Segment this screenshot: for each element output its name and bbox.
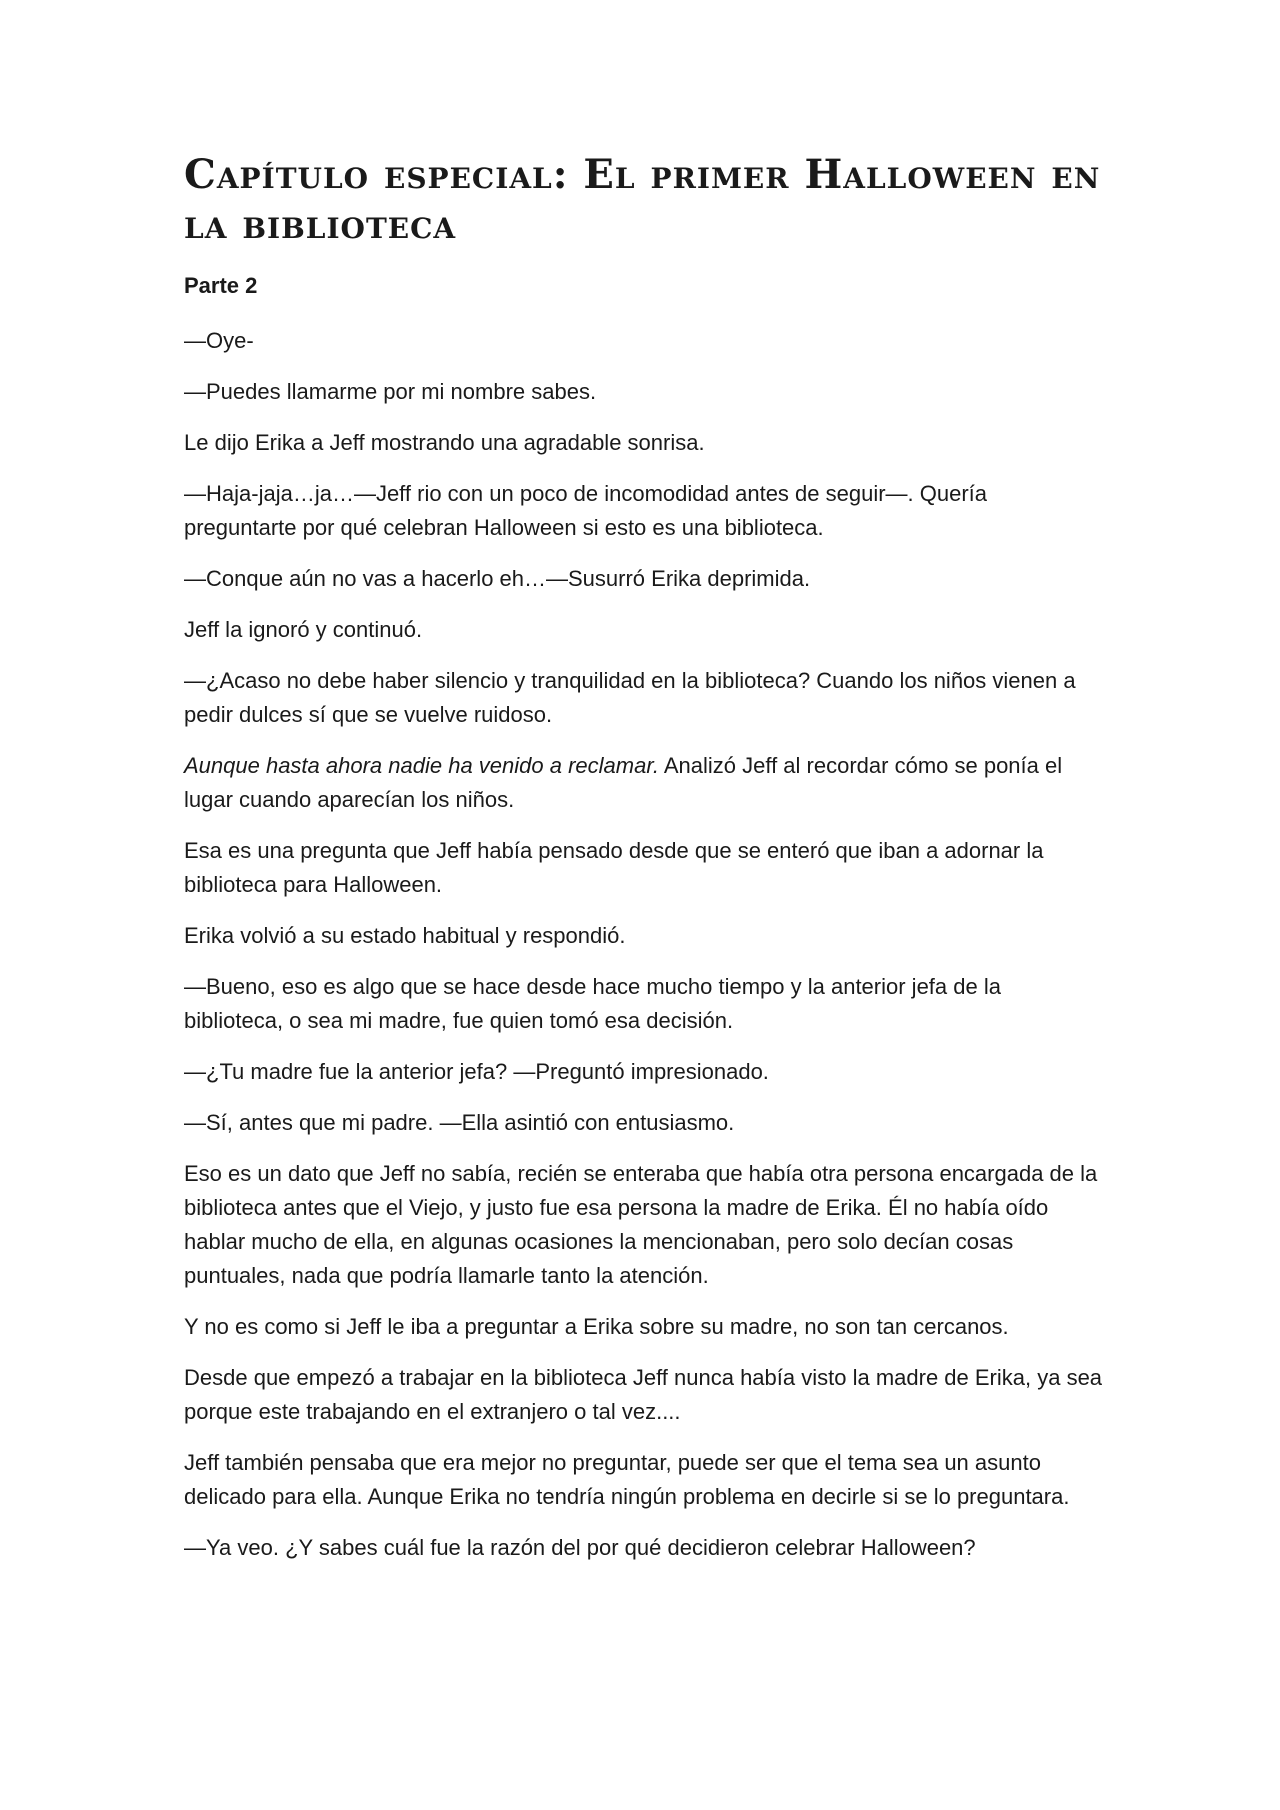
part-label: Parte 2 <box>184 273 258 298</box>
italic-thought: Aunque hasta ahora nadie ha venido a reclamar. <box>184 753 659 778</box>
paragraph: Y no es como si Jeff le iba a preguntar a Erika sobre su madre, no son tan cercanos. <box>184 1314 1009 1339</box>
paragraph: —Haja-jaja…ja…—Jeff rio con un poco de incomodidad antes de seguir—. Quería preguntarte por qué celebran Halloween si esto es una biblioteca. <box>184 481 988 540</box>
paragraph: —Oye- <box>184 328 254 353</box>
paragraph: Le dijo Erika a Jeff mostrando una agradable sonrisa. <box>184 430 705 455</box>
paragraph: —Puedes llamarme por mi nombre sabes. <box>184 379 597 404</box>
paragraph: Esa es una pregunta que Jeff había pensado desde que se enteró que iban a adornar la biblioteca para Halloween. <box>184 838 1044 897</box>
paragraph: —Sí, antes que mi padre. —Ella asintió con entusiasmo. <box>184 1110 735 1135</box>
paragraph: —¿Tu madre fue la anterior jefa? —Preguntó impresionado. <box>184 1059 769 1084</box>
paragraph: —Bueno, eso es algo que se hace desde hace mucho tiempo y la anterior jefa de la biblioteca, o sea mi madre, fue quien tomó esa decisión. <box>184 974 1001 1033</box>
paragraph: Jeff también pensaba que era mejor no preguntar, puede ser que el tema sea un asunto delicado para ella. Aunque Erika no tendría ningún problema en decirle si se lo preguntara. <box>184 1450 1070 1509</box>
paragraph: Erika volvió a su estado habitual y respondió. <box>184 923 626 948</box>
paragraph: —¿Acaso no debe haber silencio y tranquilidad en la biblioteca? Cuando los niños vienen a pedir dulces sí que se vuelve ruidoso. <box>184 668 1076 727</box>
paragraph: Aunque hasta ahora nadie ha venido a reclamar. Analizó Jeff al recordar cómo se ponía el lugar cuando aparecían los niños. <box>184 753 1063 812</box>
paragraph: Jeff la ignoró y continuó. <box>184 617 423 642</box>
paragraph: —Ya veo. ¿Y sabes cuál fue la razón del por qué decidieron celebrar Halloween? <box>184 1535 976 1560</box>
chapter-title: Capítulo especial: El primer Halloween en la biblioteca <box>184 151 1101 248</box>
paragraph: Eso es un dato que Jeff no sabía, recién se enteraba que había otra persona encargada de la biblioteca antes que el Viejo, y justo fue esa persona la madre de Erika. Él no había oído hablar mucho de ella, en algunas ocasiones la mencionaban, pero solo decían cosas puntuales, nada que podría llamarle tanto la atención. <box>184 1161 1098 1288</box>
paragraph: Desde que empezó a trabajar en la biblioteca Jeff nunca había visto la madre de Erika, ya sea porque este trabajando en el extranjero o tal vez.... <box>184 1365 1103 1424</box>
paragraph: —Conque aún no vas a hacerlo eh…—Susurró Erika deprimida. <box>184 566 811 591</box>
document-page <box>184 150 1104 1582</box>
